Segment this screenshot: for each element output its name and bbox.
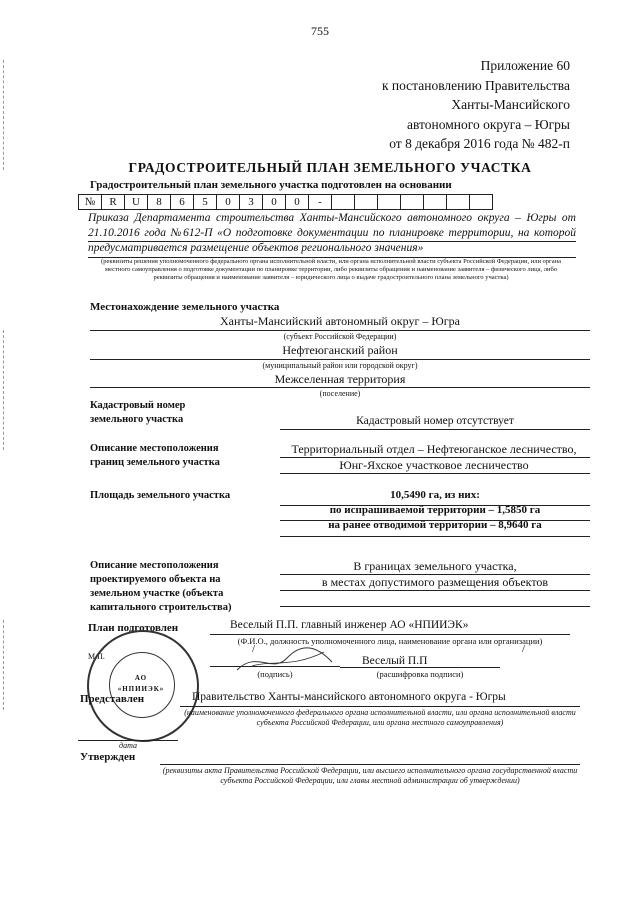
boundaries-label-line: границ земельного участка <box>90 457 220 468</box>
plan-number-cell: № <box>79 195 102 210</box>
area-values <box>280 488 590 533</box>
signature-scribble <box>232 640 342 680</box>
appendix-line: Приложение 60 <box>480 58 570 73</box>
prepared-value: Веселый П.П. главный инженер АО «НПИИЭК» <box>230 619 469 631</box>
appendix-line: от 8 декабря 2016 года № 482-п <box>389 136 570 151</box>
presented-value: Правительство Ханты-мансийского автономного округа - Югры <box>192 691 506 703</box>
plan-number-cell: R <box>102 195 125 210</box>
plan-number-cell: 3 <box>240 195 263 210</box>
appendix-line: автономного округа – Югры <box>407 116 570 132</box>
plan-number-cell <box>355 195 378 210</box>
object-label-line: проектируемого объекта на <box>90 574 221 585</box>
name-caption: (расшифровка подписи) <box>376 669 464 679</box>
location-district: Нефтеюганский район <box>282 343 398 357</box>
cadastral-value: Кадастровый номер отсутствует <box>356 415 514 427</box>
approved-label: Утвержден <box>80 751 136 763</box>
basis-label: Градостроительный план земельного участка подготовлен на основании <box>90 179 452 191</box>
plan-number-cell: U <box>125 195 148 210</box>
cadastral-label-line: земельного участка <box>90 414 184 425</box>
boundaries-label <box>90 442 280 470</box>
plan-number-cell <box>378 195 401 210</box>
slash-mark: / <box>252 643 256 655</box>
plan-number-cell: 0 <box>286 195 309 210</box>
object-value-1: В границах земельного участка, <box>353 559 517 573</box>
signature-caption: (подпись) <box>257 669 293 679</box>
object-location-label <box>90 559 280 615</box>
plan-number-cell <box>447 195 470 210</box>
boundaries-label-line: Описание местоположения <box>90 443 219 454</box>
plan-number-cell <box>424 195 447 210</box>
approved-caption: (реквизиты акта Правительства Российской Федерации, или высшего исполнительного органа государственной власти субъекта Российской Федерации, или главы местной администрации об утверждении) <box>162 766 578 785</box>
object-label-line: капитального строительства) <box>90 602 232 613</box>
basis-caption: (реквизиты решения уполномоченного федерального органа исполнительной власти, или органа исполнительной власти субъекта Российской Федерации, или органа местного самоуправления о подготовке документации по планировке территории, либо реквизиты обращения и наименование заявителя – физического лица, либо реквизиты обращения и наименование заявителя – юридического лица о выдаче градостроительного плана земельного участка) <box>101 258 561 281</box>
object-label-line: Описание местоположения <box>90 560 219 571</box>
plan-number-cell <box>470 195 493 210</box>
area-requested: по испрашиваемой территории – 1,5850 га <box>329 504 541 516</box>
appendix-block <box>330 56 570 154</box>
presented-caption: (наименование уполномоченного федерального органа исполнительной власти, или органа исполнительной власти субъекта Российской Федерации, или органа местного самоуправления) <box>184 708 576 727</box>
slash-mark: / <box>522 643 526 655</box>
cadastral-label-line: Кадастровый номер <box>90 400 186 411</box>
basis-text: Приказа Департамента строительства Ханты-Мансийского автономного округа – Югры от 21.10.2016 года №612-П «О подготовке документации по планировке территории, на которой предусматривается размещение объектов регионального значения» <box>88 212 576 254</box>
decoded-name: Веселый П.П <box>362 655 428 667</box>
plan-number-grid <box>78 194 493 210</box>
prepared-label: План подготовлен <box>88 622 179 634</box>
location-settlement: Межселенная территория <box>274 372 406 386</box>
object-value-2: в местах допустимого размещения объектов <box>321 575 549 589</box>
appendix-line: Ханты-Мансийского <box>451 97 570 112</box>
stamp-text-top: АО <box>134 674 148 682</box>
subject-caption: (субъект Российской Федерации) <box>283 332 397 341</box>
document-title: ГРАДОСТРОИТЕЛЬНЫЙ ПЛАН ЗЕМЕЛЬНОГО УЧАСТКА <box>128 160 532 175</box>
object-label-line: земельном участке (объекта <box>90 588 224 599</box>
area-allotted: на ранее отводимой территории – 8,9640 га <box>328 519 542 531</box>
plan-number-cell <box>332 195 355 210</box>
area-label: Площадь земельного участка <box>90 490 231 501</box>
plan-number-cell: 0 <box>263 195 286 210</box>
prepared-caption: (Ф.И.О., должность уполномоченного лица, наименование органа или организации) <box>237 636 543 646</box>
area-total: 10,5490 га, из них: <box>390 489 480 501</box>
appendix-line: к постановлению Правительства <box>381 77 570 93</box>
scan-edge-mark <box>3 330 4 450</box>
page-number: 755 <box>311 24 329 38</box>
plan-number-cell: - <box>309 195 332 210</box>
mp-label: М.П. <box>88 652 105 661</box>
scan-edge-mark <box>3 60 4 170</box>
cadastral-label <box>90 399 280 427</box>
plan-number-cell: 8 <box>148 195 171 210</box>
location-heading: Местонахождение земельного участка <box>90 301 280 313</box>
boundaries-value-2: Юнг-Яхское участковое лесничество <box>339 458 529 472</box>
location-subject: Ханты-Мансийский автономный округ – Югра <box>220 314 460 328</box>
presented-label: Представлен <box>80 693 145 705</box>
plan-number-cell: 5 <box>194 195 217 210</box>
district-caption: (муниципальный район или городской округ) <box>262 361 418 370</box>
boundaries-value-1: Территориальный отдел – Нефтеюганское лесничество, <box>291 442 577 456</box>
stamp-text-middle: «НПИИЭК» <box>117 685 165 693</box>
scan-edge-mark <box>3 620 4 710</box>
date-caption: дата <box>119 741 137 750</box>
settlement-caption: (поселение) <box>319 389 361 398</box>
plan-number-cell: 0 <box>217 195 240 210</box>
plan-number-cell: 6 <box>171 195 194 210</box>
plan-number-cell <box>401 195 424 210</box>
